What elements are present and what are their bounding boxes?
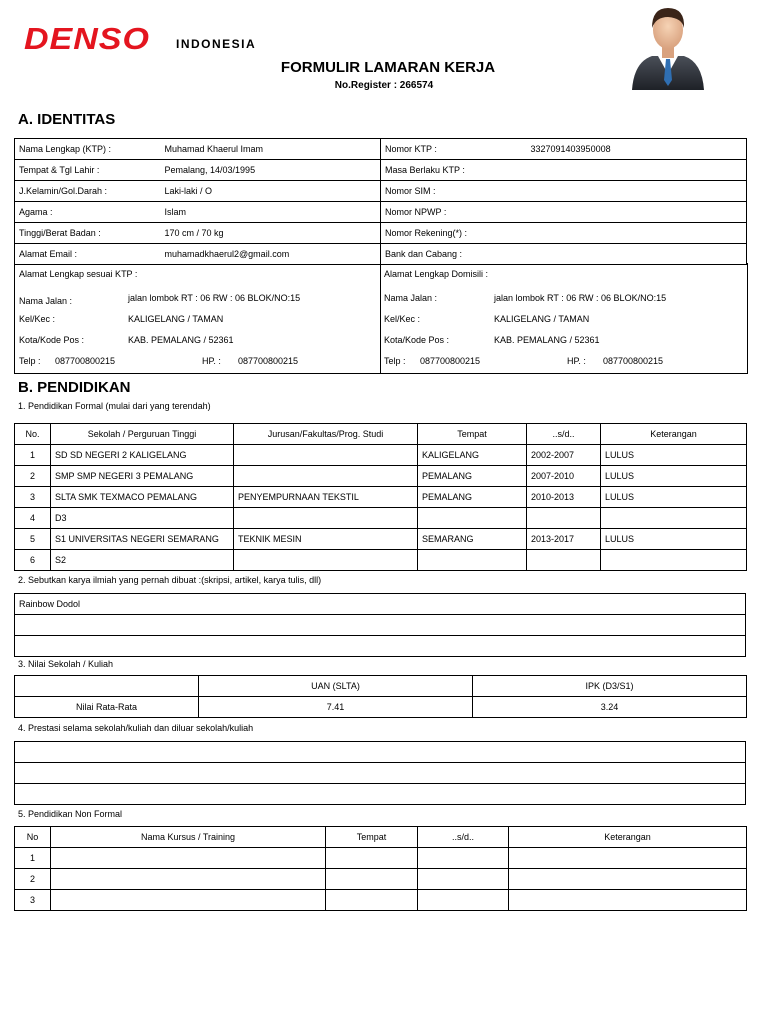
identity-row [15, 181, 747, 202]
column-header: ..s/d.. [418, 827, 509, 848]
table-cell [601, 550, 747, 571]
table-cell: SEMARANG [418, 529, 527, 550]
identity-table [14, 138, 747, 265]
dom-telp-label: Telp : [384, 356, 406, 366]
table-cell: 3.24 [473, 697, 747, 718]
table-row [15, 869, 747, 890]
karya-table [14, 593, 746, 657]
table-row [15, 508, 747, 529]
dom-kota: KAB. PEMALANG / 52361 [494, 335, 600, 345]
table-cell: 2013-2017 [527, 529, 601, 550]
table-cell: 3 [15, 890, 51, 911]
karya-cell [15, 615, 746, 636]
prestasi-cell [15, 742, 746, 763]
table-cell: TEKNIK MESIN [234, 529, 418, 550]
domisili-address [381, 263, 747, 373]
identity-value [527, 181, 747, 202]
karya-row [15, 594, 746, 615]
karya-row [15, 636, 746, 657]
table-cell: 1 [15, 848, 51, 869]
ktp-kelkec: KALIGELANG / TAMAN [128, 314, 224, 324]
prestasi-cell [15, 784, 746, 805]
identity-value [527, 244, 747, 265]
dom-telp: 087700800215 [420, 356, 481, 366]
identity-value: Laki-laki / O [161, 181, 381, 202]
nilai-note: 3. Nilai Sekolah / Kuliah [18, 659, 114, 669]
column-header: No [15, 827, 51, 848]
table-cell: S2 [51, 550, 234, 571]
dom-kelkec: KALIGELANG / TAMAN [494, 314, 590, 324]
table-row [15, 487, 747, 508]
identity-value: Muhamad Khaerul Imam [161, 139, 381, 160]
identity-value: muhamadkhaerul2@gmail.com [161, 244, 381, 265]
nonformal-note: 5. Pendidikan Non Formal [18, 809, 123, 819]
dom-street: jalan lombok RT : 06 RW : 06 BLOK/NO:15 [494, 293, 667, 303]
table-cell: PEMALANG [418, 487, 527, 508]
table-cell [418, 550, 527, 571]
column-header: Sekolah / Perguruan Tinggi [51, 424, 234, 445]
identity-row [15, 202, 747, 223]
table-cell [234, 445, 418, 466]
address-box [14, 263, 748, 374]
identity-row [15, 223, 747, 244]
nonformal-table [14, 826, 747, 911]
section-identitas-title: A. IDENTITAS [18, 111, 116, 128]
user-avatar-icon [628, 4, 708, 90]
table-row [15, 466, 747, 487]
column-header: Keterangan [601, 424, 747, 445]
brand-subtitle: INDONESIA [176, 37, 257, 51]
table-cell: LULUS [601, 445, 747, 466]
table-cell [326, 848, 418, 869]
prestasi-row [15, 763, 746, 784]
karya-row [15, 615, 746, 636]
column-header: Tempat [326, 827, 418, 848]
identity-value: 170 cm / 70 kg [161, 223, 381, 244]
ktp-kelkec-label: Kel/Kec : [19, 314, 56, 324]
column-header: UAN (SLTA) [199, 676, 473, 697]
ktp-hp: 087700800215 [238, 356, 299, 366]
table-cell: 2007-2010 [527, 466, 601, 487]
table-cell: 4 [15, 508, 51, 529]
table-cell: 2 [15, 466, 51, 487]
table-cell [51, 869, 326, 890]
table-cell: LULUS [601, 466, 747, 487]
column-header: IPK (D3/S1) [473, 676, 747, 697]
identity-label: Bank dan Cabang : [381, 244, 527, 265]
identity-row [15, 139, 747, 160]
dom-address-heading: Alamat Lengkap Domisili : [384, 269, 489, 279]
table-cell: 5 [15, 529, 51, 550]
identity-value [527, 223, 747, 244]
ktp-kota-label: Kota/Kode Pos : [19, 335, 85, 345]
identity-label: Tempat & Tgl Lahir : [15, 160, 161, 181]
table-cell [509, 890, 747, 911]
table-cell: PENYEMPURNAAN TEKSTIL [234, 487, 418, 508]
column-header: Tempat [418, 424, 527, 445]
identity-label: Nama Lengkap (KTP) : [15, 139, 161, 160]
ktp-kota: KAB. PEMALANG / 52361 [128, 335, 234, 345]
identity-value: Pemalang, 14/03/1995 [161, 160, 381, 181]
identity-row [15, 160, 747, 181]
identity-value [527, 160, 747, 181]
dom-hp: 087700800215 [603, 356, 664, 366]
nilai-table [14, 675, 747, 718]
dom-kelkec-label: Kel/Kec : [384, 314, 421, 324]
identity-value [527, 202, 747, 223]
identity-value: Islam [161, 202, 381, 223]
dom-kota-label: Kota/Kode Pos : [384, 335, 450, 345]
table-cell [234, 508, 418, 529]
table-cell [418, 890, 509, 911]
karya-cell [15, 636, 746, 657]
identity-label: Nomor SIM : [381, 181, 527, 202]
table-row [15, 529, 747, 550]
table-cell [326, 869, 418, 890]
prestasi-table [14, 741, 746, 805]
table-cell: 2 [15, 869, 51, 890]
ktp-hp-label: HP. : [202, 356, 221, 366]
table-cell [326, 890, 418, 911]
table-row [15, 890, 747, 911]
form-title: FORMULIR LAMARAN KERJA [280, 59, 496, 76]
identity-label: Alamat Email : [15, 244, 161, 265]
dom-street-label: Nama Jalan : [384, 293, 438, 303]
table-cell: LULUS [601, 487, 747, 508]
karya-note: 2. Sebutkan karya ilmiah yang pernah dibuat :(skripsi, artikel, karya tulis, dll) [18, 575, 322, 585]
ktp-address-heading: Alamat Lengkap sesuai KTP : [19, 269, 138, 279]
column-header: Nama Kursus / Training [51, 827, 326, 848]
brand-logo: DENSO [24, 21, 150, 57]
identity-label: Agama : [15, 202, 161, 223]
table-cell: 2002-2007 [527, 445, 601, 466]
column-header: Jurusan/Fakultas/Prog. Studi [234, 424, 418, 445]
karya-cell: Rainbow Dodol [15, 594, 746, 615]
table-cell: SD SD NEGERI 2 KALIGELANG [51, 445, 234, 466]
table-cell: D3 [51, 508, 234, 529]
table-cell: PEMALANG [418, 466, 527, 487]
table-cell: 7.41 [199, 697, 473, 718]
prestasi-row [15, 784, 746, 805]
table-cell [51, 848, 326, 869]
column-header: Keterangan [509, 827, 747, 848]
identity-label: Nomor NPWP : [381, 202, 527, 223]
table-cell [509, 869, 747, 890]
prestasi-cell [15, 763, 746, 784]
table-row [15, 445, 747, 466]
table-cell [509, 848, 747, 869]
identity-row [15, 244, 747, 265]
identity-label: Nomor Rekening(*) : [381, 223, 527, 244]
table-cell: 2010-2013 [527, 487, 601, 508]
table-cell: S1 UNIVERSITAS NEGERI SEMARANG [51, 529, 234, 550]
table-cell: KALIGELANG [418, 445, 527, 466]
table-cell [418, 508, 527, 529]
table-cell [51, 890, 326, 911]
table-cell [418, 848, 509, 869]
table-cell: Nilai Rata-Rata [15, 697, 199, 718]
table-cell [601, 508, 747, 529]
ktp-telp: 087700800215 [55, 356, 116, 366]
table-cell [234, 466, 418, 487]
formal-note: 1. Pendidikan Formal (mulai dari yang terendah) [18, 401, 211, 411]
identity-label: Nomor KTP : [381, 139, 527, 160]
section-pendidikan-title: B. PENDIDIKAN [18, 379, 131, 396]
register-number: No.Register : 266574 [334, 80, 434, 91]
table-row [15, 848, 747, 869]
column-header: ..s/d.. [527, 424, 601, 445]
ktp-telp-label: Telp : [19, 356, 41, 366]
prestasi-row [15, 742, 746, 763]
table-row [15, 550, 747, 571]
column-header [15, 676, 199, 697]
identity-label: Tinggi/Berat Badan : [15, 223, 161, 244]
table-cell: SMP SMP NEGERI 3 PEMALANG [51, 466, 234, 487]
formal-education-table [14, 423, 747, 571]
table-cell [418, 869, 509, 890]
prestasi-note: 4. Prestasi selama sekolah/kuliah dan diluar sekolah/kuliah [18, 723, 254, 733]
ktp-address [15, 263, 381, 373]
table-cell [527, 508, 601, 529]
ktp-street-label: Nama Jalan : [19, 296, 73, 306]
identity-value: 3327091403950008 [527, 139, 747, 160]
dom-hp-label: HP. : [567, 356, 586, 366]
table-cell: LULUS [601, 529, 747, 550]
table-cell: SLTA SMK TEXMACO PEMALANG [51, 487, 234, 508]
identity-label: Masa Berlaku KTP : [381, 160, 527, 181]
identity-label: J.Kelamin/Gol.Darah : [15, 181, 161, 202]
table-cell [527, 550, 601, 571]
table-cell: 6 [15, 550, 51, 571]
table-cell: 1 [15, 445, 51, 466]
ktp-street: jalan lombok RT : 06 RW : 06 BLOK/NO:15 [128, 293, 301, 303]
column-header: No. [15, 424, 51, 445]
table-cell [234, 550, 418, 571]
table-cell: 3 [15, 487, 51, 508]
